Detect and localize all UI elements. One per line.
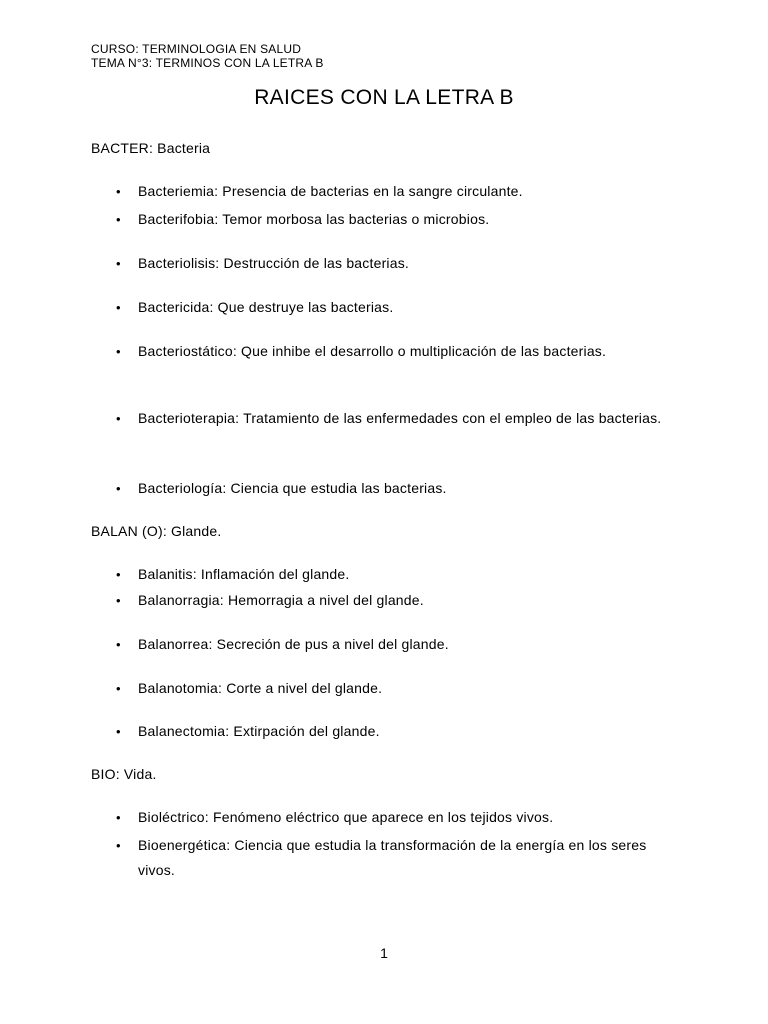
list-item-text: Bacterifobia: Temor morbosa las bacterias o microbios. [138,211,490,227]
list-item-text: Bactericida: Que destruye las bacterias. [138,299,394,315]
bullet-icon: • [116,593,121,608]
list-item-text: Balanectomia: Extirpación del glande. [138,723,380,739]
list-item-text: Bacteriemia: Presencia de bacterias en la sangre circulante. [138,183,523,199]
root-heading-balan: BALAN (O): Glande. [91,523,222,539]
list-item [91,406,681,431]
list-item [91,676,681,701]
bullet-icon: • [116,212,121,227]
bullet-icon: • [116,184,121,199]
list-item [91,295,681,320]
page-number: 1 [380,945,388,961]
list-item [91,207,681,232]
list-item-text: Balanorragia: Hemorragia a nivel del glande. [138,592,424,608]
bullet-icon: • [116,567,121,582]
list-item [91,179,681,204]
bullet-icon: • [116,681,121,696]
list-item [91,562,681,587]
list-item-text: Bacterioterapia: Tratamiento de las enfermedades con el empleo de las bacterias. [138,410,662,426]
bullet-icon: • [116,810,121,825]
list-item [91,339,681,364]
list-item [91,588,681,613]
list-item-text: Bacteriología: Ciencia que estudia las bacterias. [138,480,447,496]
bullet-icon: • [116,637,121,652]
list-item-text: Bacteriolisis: Destrucción de las bacterias. [138,255,410,271]
bullet-icon: • [116,344,121,359]
bullet-icon: • [116,838,121,853]
list-item-text: Balanotomia: Corte a nivel del glande. [138,680,383,696]
list-item-text: Balanorrea: Secreción de pus a nivel del glande. [138,636,449,652]
root-heading-bacter: BACTER: Bacteria [91,140,211,156]
bullet-icon: • [116,411,121,426]
list-item [91,251,681,276]
root-heading-bio: BIO: Vida. [91,766,157,782]
course-line: CURSO: TERMINOLOGIA EN SALUD [91,42,302,56]
list-item [91,476,681,501]
topic-line: TEMA N°3: TERMINOS CON LA LETRA B [91,56,324,70]
list-item-text: Bacteriostático: Que inhibe el desarrollo o multiplicación de las bacterias. [138,343,607,359]
list-item [91,719,681,744]
list-item [91,805,681,830]
bullet-icon: • [116,481,121,496]
list-item-text: Bioenergética: Ciencia que estudia la transformación de la energía en los seres vivos. [138,837,647,878]
bullet-icon: • [116,300,121,315]
bullet-icon: • [116,724,121,739]
page-title: RAICES CON LA LETRA B [254,86,514,109]
bullet-icon: • [116,256,121,271]
list-item [91,833,681,883]
list-item-text: Bioléctrico: Fenómeno eléctrico que aparece en los tejidos vivos. [138,809,554,825]
list-item [91,632,681,657]
list-item-text: Balanitis: Inflamación del glande. [138,566,350,582]
document-header [91,42,324,70]
